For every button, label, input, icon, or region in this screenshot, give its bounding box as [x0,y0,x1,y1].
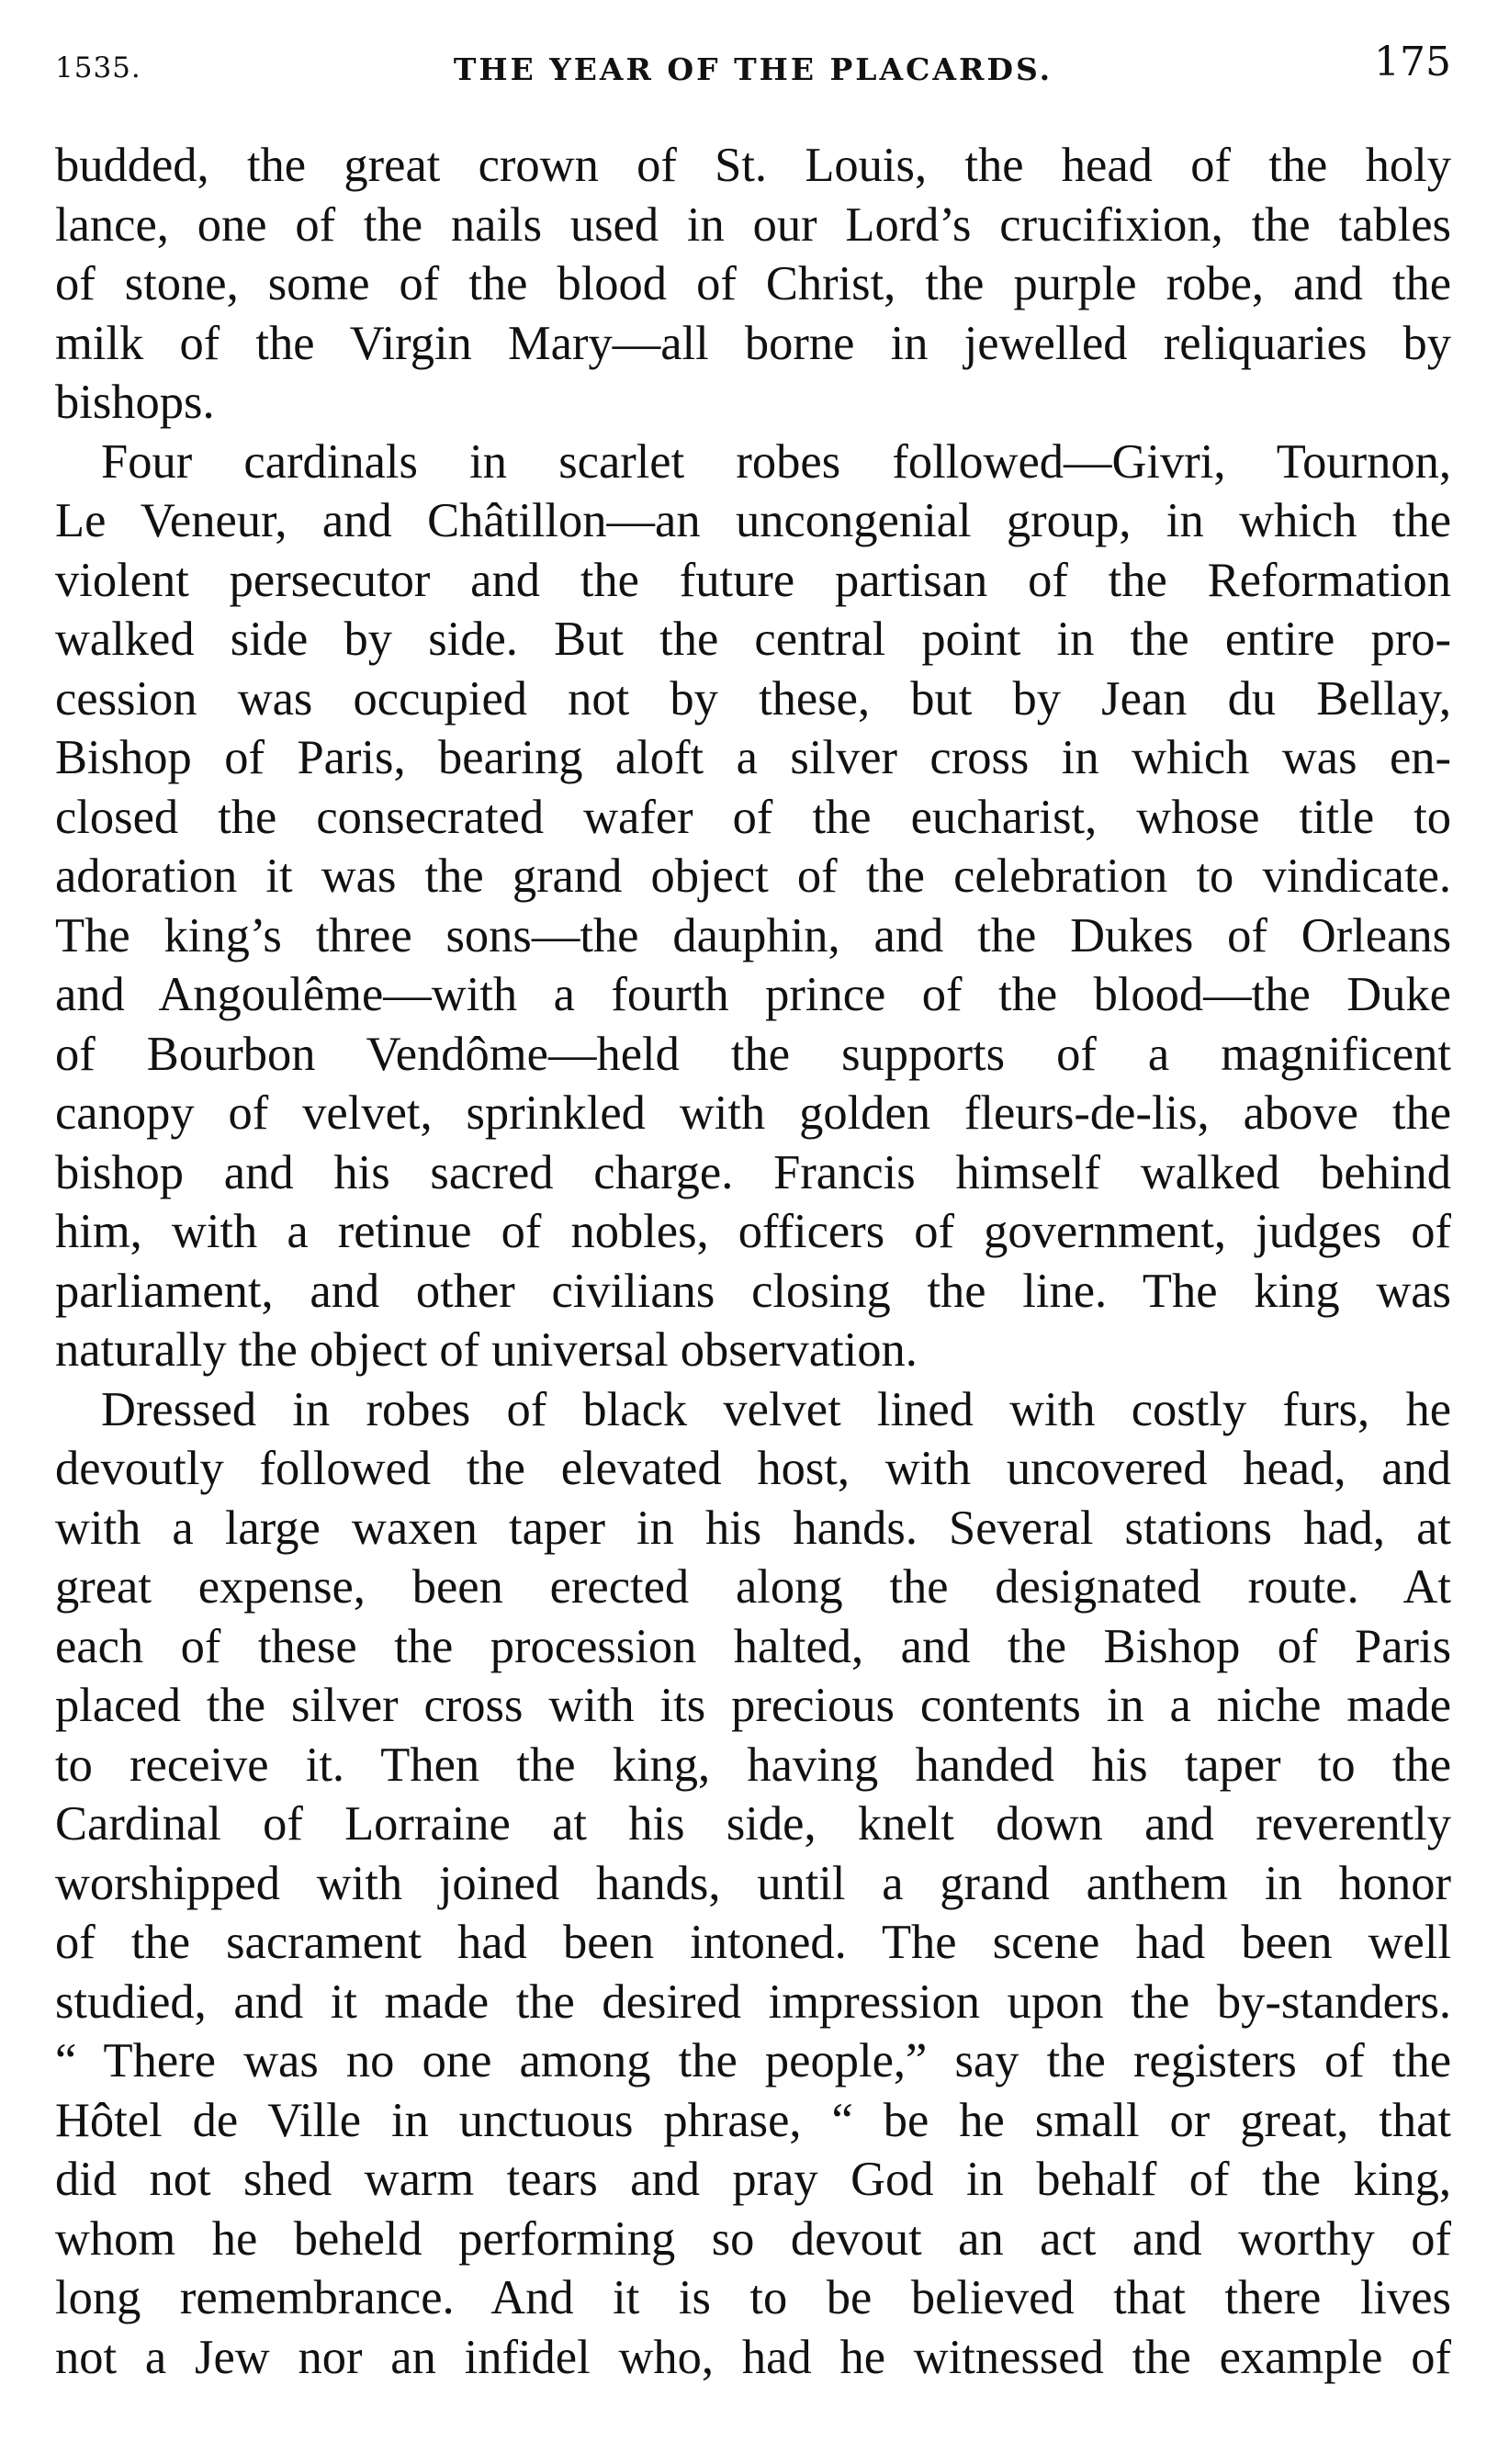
text-line: long remembrance. And it is to be believed that there lives [55,2271,1451,2324]
text-line: Bishop of Paris, bearing aloft a silver cross in which was en- [55,731,1451,784]
text-line: great expense, been erected along the designated route. At [55,1560,1451,1614]
text-line: violent persecutor and the future partisan of the Reformation [55,553,1451,607]
text-line: of stone, some of the blood of Christ, the purple robe, and the [55,257,1451,310]
header-title: THE YEAR OF THE PLACARDS. [453,51,1053,87]
text-line: bishop and his sacred charge. Francis himself walked behind [55,1145,1451,1199]
text-line: parliament, and other civilians closing the line. The king was [55,1264,1451,1318]
text-line: placed the silver cross with its precious contents in a niche made [55,1679,1451,1732]
text-line: The king’s three sons—the dauphin, and the Dukes of Orleans [55,908,1451,962]
text-line: Le Veneur, and Châtillon—an uncongenial group, in which the [55,494,1451,547]
paragraph-first-line: Four cardinals in scarlet robes followed—Givri, Tournon, [101,434,1451,489]
text-line: of Bourbon Vendôme—held the supports of a magnificent [55,1027,1451,1081]
text-line: studied, and it made the desired impression upon the by-standers. [55,1975,1451,2029]
text-line: to receive it. Then the king, having handed his taper to the [55,1738,1451,1792]
text-line: devoutly followed the elevated host, with uncovered head, and [55,1442,1451,1495]
text-line: each of these the procession halted, and the Bishop of Paris [55,1619,1451,1673]
text-line: canopy of velvet, sprinkled with golden fleurs-de-lis, above the [55,1086,1451,1140]
running-head [55,39,1451,94]
text-line: not a Jew nor an infidel who, had he witnessed the example of [55,2330,1451,2384]
text-line: and Angoulême—with a fourth prince of the blood—the Duke [55,968,1451,1021]
text-line: bishops. [55,376,215,429]
body-text [55,136,1451,2387]
text-line: milk of the Virgin Mary—all borne in jewelled reliquaries by [55,316,1451,370]
text-line: worshipped with joined hands, until a grand anthem in honor [55,1856,1451,1910]
paragraph-first-line: Dressed in robes of black velvet lined with costly furs, he [101,1382,1451,1436]
text-line: lance, one of the nails used in our Lord’s crucifixion, the tables [55,197,1451,252]
text-line: cession was occupied not by these, but by Jean du Bellay, [55,671,1451,726]
text-line: adoration it was the grand object of the celebration to vindicate. [55,849,1451,903]
text-line: budded, the great crown of St. Louis, the head of the holy [55,139,1451,192]
text-line: him, with a retinue of nobles, officers of government, judges of [55,1205,1451,1258]
text-line: of the sacrament had been intoned. The scene had been well [55,1916,1451,1969]
text-line: did not shed warm tears and pray God in behalf of the king, [55,2153,1451,2206]
text-line: whom he beheld performing so devout an act and worthy of [55,2211,1451,2266]
header-year: 1535. [55,51,141,84]
text-line: Cardinal of Lorraine at his side, knelt down and reverently [55,1797,1451,1851]
text-line: closed the consecrated wafer of the eucharist, whose title to [55,790,1451,844]
text-line: “ There was no one among the people,” say the registers of the [55,2034,1451,2087]
text-line: with a large waxen taper in his hands. Several stations had, at [55,1501,1451,1555]
text-line: naturally the object of universal observation. [55,1323,918,1377]
page-number: 175 [1374,39,1451,85]
text-line: walked side by side. But the central point in the entire pro- [55,613,1451,666]
text-line: Hôtel de Ville in unctuous phrase, “ be he small or great, that [55,2093,1451,2147]
